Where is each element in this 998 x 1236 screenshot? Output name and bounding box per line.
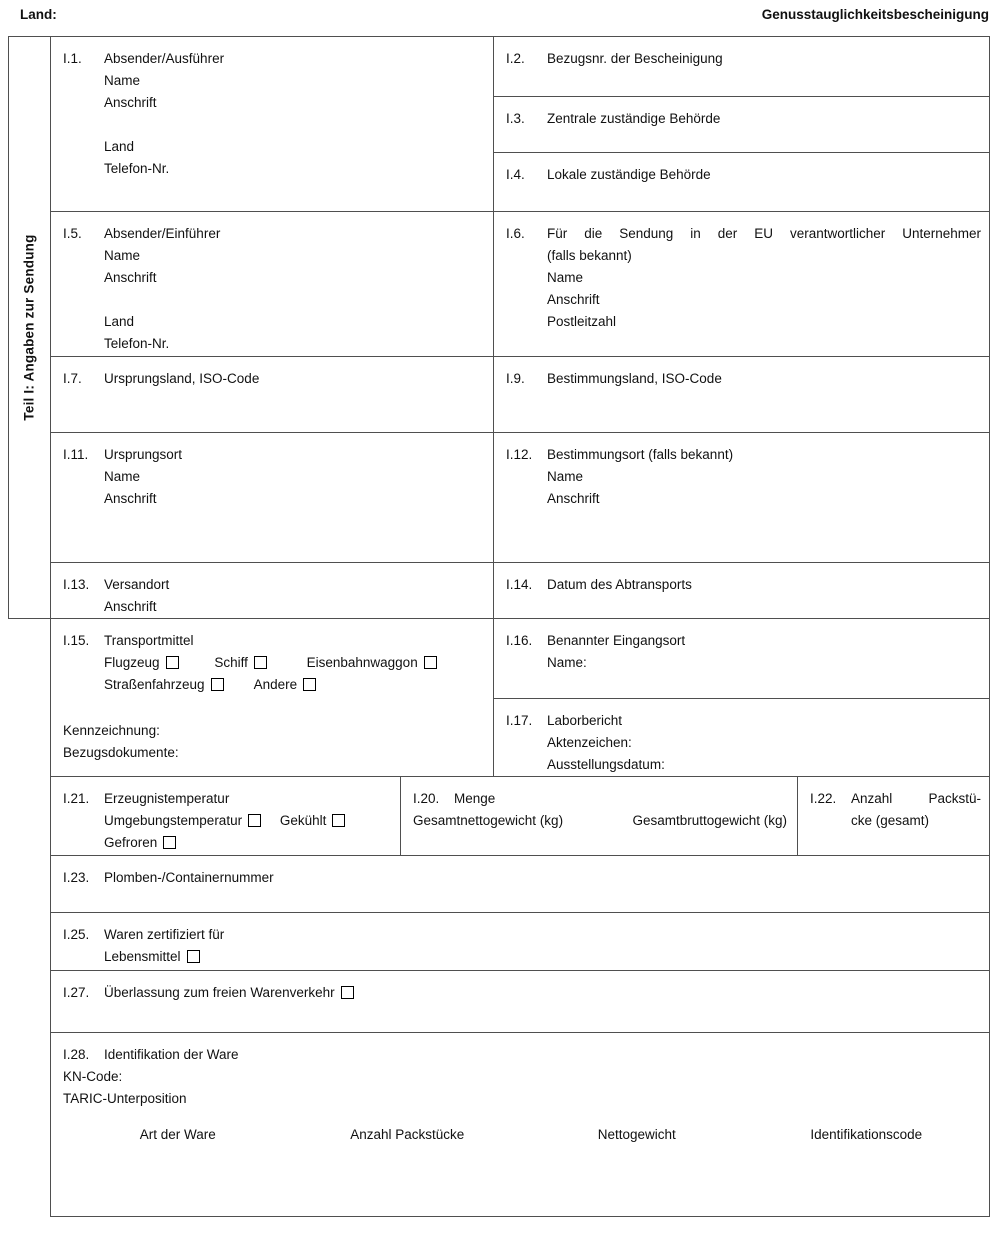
field-label: Versandort: [104, 577, 170, 592]
field-number: I.25.: [63, 927, 90, 942]
field-number: I.27.: [63, 985, 90, 1000]
spacer: [63, 289, 485, 311]
lebensmittel-checkbox[interactable]: [187, 950, 200, 963]
field-number: I.23.: [63, 870, 90, 885]
field-i25-waren-zertifiziert: [50, 912, 990, 971]
field-number: I.15.: [63, 633, 90, 648]
field-subline: Telefon-Nr.: [104, 161, 170, 176]
field-subline: Anschrift: [104, 95, 157, 110]
field-i3-zentrale-behoerde: [493, 96, 990, 153]
kennzeichnung-line: Kennzeichnung:: [63, 723, 160, 738]
temp-option-umgebung: [104, 813, 261, 828]
field-label: [547, 223, 981, 267]
option-label: Flugzeug: [104, 655, 160, 670]
field-label: Lokale zuständige Behörde: [547, 167, 711, 182]
eisenbahnwaggon-checkbox[interactable]: [424, 656, 437, 669]
field-number: I.28.: [63, 1047, 90, 1062]
field-i20-menge: [400, 776, 798, 856]
field-number: I.14.: [506, 577, 533, 592]
field-number: I.7.: [63, 371, 82, 386]
field-number: I.6.: [506, 226, 525, 241]
field-subline: Aktenzeichen:: [547, 735, 632, 750]
field-number: I.13.: [63, 577, 90, 592]
field-label: Bestimmungsort (falls bekannt): [547, 447, 734, 462]
field-i21-erzeugnistemperatur: [50, 776, 401, 856]
field-label: Datum des Abtransports: [547, 577, 692, 592]
option-label: Schiff: [214, 655, 248, 670]
field-label: Ursprungsland, ISO-Code: [104, 371, 260, 386]
part1-label: Teil I: Angaben zur Sendung: [22, 234, 37, 421]
transport-option-flugzeug: [104, 655, 179, 670]
column-anzahl-packstuecke: Anzahl Packstücke: [350, 1127, 465, 1142]
field-subline: Name:: [547, 655, 587, 670]
kn-code-line: KN-Code:: [63, 1069, 123, 1084]
field-i27-ueberlassung-warenverkehr: [50, 970, 990, 1033]
field-label: Benannter Eingangsort: [547, 633, 686, 648]
field-i14-datum-abtransport: [493, 562, 990, 619]
page-title: Genusstauglichkeitsbescheinigung: [761, 7, 989, 22]
gekuehlt-checkbox[interactable]: [332, 814, 345, 827]
field-i4-lokale-behoerde: [493, 152, 990, 212]
bezugsdokumente-line: Bezugsdokumente:: [63, 745, 179, 760]
umgebungstemperatur-checkbox[interactable]: [248, 814, 261, 827]
field-i2-bezugsnr: [493, 36, 990, 97]
field-label-line2: cke (gesamt): [851, 813, 930, 828]
field-i22-anzahl-packstuecke: [797, 776, 990, 856]
spacer: [63, 696, 485, 720]
taric-line: TARIC-Unterposition: [63, 1091, 187, 1106]
field-label-line1: Für die Sendung in der EU verantwortlicher Unternehmer: [547, 226, 981, 241]
field-i17-laborbericht: [493, 698, 990, 777]
column-nettogewicht: Nettogewicht: [597, 1127, 676, 1142]
lebensmittel-option: [104, 949, 200, 964]
field-number: I.9.: [506, 371, 525, 386]
goods-table-header: [63, 1124, 981, 1146]
transport-option-andere: [254, 677, 317, 692]
part1-sidebar: [8, 36, 51, 619]
field-number: I.2.: [506, 51, 525, 66]
field-i13-versandort: [50, 562, 494, 619]
field-i23-plomben-containernummer: [50, 855, 990, 913]
field-i5-absender-einfuehrer: [50, 211, 494, 357]
field-number: I.3.: [506, 111, 525, 126]
ueberlassung-checkbox[interactable]: [341, 986, 354, 999]
option-label: Eisenbahnwaggon: [306, 655, 418, 670]
field-subline: Anschrift: [547, 491, 600, 506]
field-subline: Anschrift: [547, 292, 600, 307]
option-label: Straßenfahrzeug: [104, 677, 205, 692]
field-subline: Ausstellungsdatum:: [547, 757, 665, 772]
field-i7-ursprungsland: [50, 356, 494, 433]
field-subline: Land: [104, 139, 135, 154]
field-label-line2: (falls bekannt): [547, 248, 632, 263]
temp-option-gekuehlt: [280, 813, 346, 828]
field-label: Bezugsnr. der Bescheinigung: [547, 51, 723, 66]
field-i9-bestimmungsland: [493, 356, 990, 433]
field-subline: Name: [547, 469, 584, 484]
field-label: Plomben-/Containernummer: [104, 870, 274, 885]
option-label: Überlassung zum freien Warenverkehr: [104, 985, 335, 1000]
field-label: Menge: [454, 791, 496, 806]
temp-option-gefroren: [104, 835, 176, 850]
field-number: I.17.: [506, 713, 533, 728]
field-number: I.16.: [506, 633, 533, 648]
field-subline: Telefon-Nr.: [104, 336, 170, 351]
field-subline: Name: [104, 469, 141, 484]
field-number: I.21.: [63, 791, 90, 806]
field-number: I.4.: [506, 167, 525, 182]
field-i28-identifikation-der-ware: [50, 1032, 990, 1217]
field-label: Waren zertifiziert für: [104, 927, 225, 942]
field-subline: Name: [547, 270, 584, 285]
field-label: Bestimmungsland, ISO-Code: [547, 371, 722, 386]
option-label: Umgebungstemperatur: [104, 813, 243, 828]
field-label: Absender/Ausführer: [104, 51, 225, 66]
transport-option-eisenbahnwaggon: [307, 655, 437, 670]
field-number: I.12.: [506, 447, 533, 462]
spacer: [63, 114, 485, 136]
field-subline: Name: [104, 73, 141, 88]
field-subline: Anschrift: [104, 270, 157, 285]
field-subline: Postleitzahl: [547, 314, 617, 329]
andere-checkbox[interactable]: [303, 678, 316, 691]
field-label: Zentrale zuständige Behörde: [547, 111, 721, 126]
field-number: I.20.: [413, 791, 440, 806]
field-i16-benannter-eingangsort: [493, 618, 990, 699]
option-label: Gekühlt: [279, 813, 327, 828]
field-label-line1: Anzahl Packstü-: [851, 791, 981, 806]
field-i1-absender-ausfuehrer: [50, 36, 494, 212]
column-identifikationscode: Identifikationscode: [810, 1127, 923, 1142]
field-i15-transportmittel: [50, 618, 494, 777]
gesamtnettogewicht-label: Gesamtnettogewicht (kg): [413, 813, 564, 828]
flugzeug-checkbox[interactable]: [166, 656, 179, 669]
field-number: I.1.: [63, 51, 82, 66]
field-label: Absender/Einführer: [104, 226, 221, 241]
column-art-der-ware: Art der Ware: [139, 1127, 216, 1142]
field-i11-ursprungsort: [50, 432, 494, 563]
field-subline: Anschrift: [104, 491, 157, 506]
field-number: I.22.: [810, 791, 837, 806]
schiff-checkbox[interactable]: [254, 656, 267, 669]
field-label: Transportmittel: [104, 633, 194, 648]
field-label: Identifikation der Ware: [104, 1047, 239, 1062]
option-label: Gefroren: [104, 835, 158, 850]
field-label: Laborbericht: [547, 713, 623, 728]
field-number: I.5.: [63, 226, 82, 241]
field-label: [104, 982, 981, 1004]
field-i12-bestimmungsort: [493, 432, 990, 563]
field-subline: Anschrift: [104, 599, 157, 614]
option-label: Andere: [253, 677, 298, 692]
option-label: Lebensmittel: [104, 949, 181, 964]
transport-option-strassenfahrzeug: [104, 677, 224, 692]
field-label: Ursprungsort: [104, 447, 183, 462]
field-i6-verantwortlicher-unternehmer: [493, 211, 990, 357]
land-label: Land:: [20, 7, 57, 22]
field-subline: Name: [104, 248, 141, 263]
field-subline: Land: [104, 314, 135, 329]
strassenfahrzeug-checkbox[interactable]: [211, 678, 224, 691]
field-label: [851, 788, 981, 832]
transport-option-schiff: [214, 655, 267, 670]
field-label: Erzeugnistemperatur: [104, 791, 230, 806]
gesamtbruttogewicht-label: Gesamtbruttogewicht (kg): [632, 813, 787, 828]
field-number: I.11.: [63, 447, 89, 462]
gefroren-checkbox[interactable]: [163, 836, 176, 849]
